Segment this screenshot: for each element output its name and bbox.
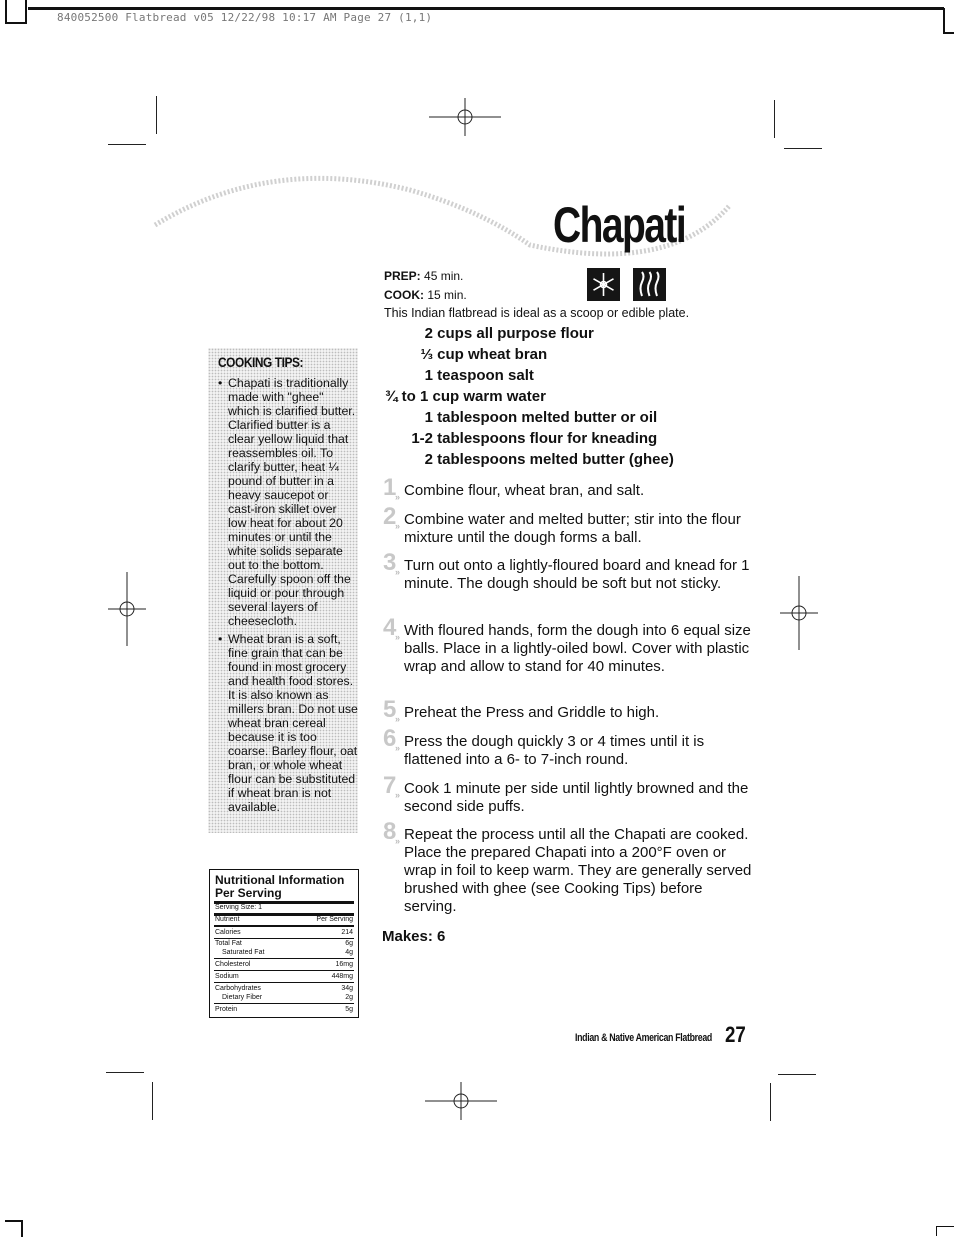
cook-label: COOK:	[384, 288, 424, 302]
cooking-tip	[218, 632, 358, 814]
step-item	[383, 614, 753, 676]
nutrition-row	[215, 940, 353, 948]
registration-mark-left	[108, 570, 148, 650]
nutrition-row	[215, 994, 353, 1002]
page-footer	[575, 1022, 746, 1047]
ingredient-item	[383, 451, 674, 468]
nutrient-value: 6g	[345, 940, 353, 947]
step-number: 5 »	[383, 701, 403, 719]
nutrition-facts-box	[209, 869, 359, 1018]
step-text: Preheat the Press and Griddle to high.	[404, 704, 660, 721]
step-item	[383, 818, 753, 916]
footer-book-title: Indian & Native American Flatbread	[575, 1032, 712, 1044]
step-number: 3 »	[383, 554, 403, 572]
cook-value: 15 min.	[427, 288, 467, 302]
cook-time	[384, 286, 467, 304]
nutrient-name: Saturated Fat	[222, 949, 265, 956]
step-number: 8 »	[383, 823, 403, 841]
ingredient-amount: ¾ to 1	[385, 388, 429, 405]
step-item	[383, 772, 753, 816]
ingredient-amount: 2	[424, 451, 433, 468]
nutrient-value: 16mg	[335, 961, 353, 968]
step-number: 2 »	[383, 508, 403, 526]
prep-value: 45 min.	[424, 269, 464, 283]
heat-waves-icon	[633, 268, 666, 301]
crop-corner-top-left	[5, 0, 27, 24]
step-item	[383, 474, 753, 501]
cooking-tip	[218, 376, 358, 628]
nutrition-divider	[214, 982, 354, 983]
ingredient-item	[383, 325, 594, 342]
nutrition-row	[215, 929, 353, 937]
ingredient-amount: ⅓	[420, 346, 433, 363]
ingredient-amount: 1-2	[411, 430, 433, 447]
crop-mark	[152, 1082, 153, 1120]
crop-mark	[774, 100, 775, 138]
ingredient-amount: 1	[424, 409, 433, 426]
nutrient-name: Cholesterol	[215, 961, 251, 968]
per-serving-col-label: Per Serving	[316, 916, 353, 923]
ingredient-item	[383, 409, 657, 426]
nutrition-title: Nutritional Information Per Serving	[215, 873, 345, 900]
ingredient-name: teaspoon salt	[437, 367, 534, 384]
crop-mark	[108, 144, 146, 145]
step-item	[383, 725, 753, 769]
cooking-tip-text: Wheat bran is a soft, fine grain that can be found in most grocery and health food stores. It is also known as millers bran. Do not use wheat bran cereal because it is too coarse. Barley flour, oat bran, or whole wheat flour can be substituted if wheat bran is not available.	[228, 632, 358, 814]
step-text: Repeat the process until all the Chapati are cooked. Place the prepared Chapati into a 200°F oven or wrap in foil to keep warm. They are generally served brushed with ghee (see Cooking Tips) before serving.	[404, 826, 752, 915]
nutrition-divider	[214, 958, 354, 959]
nutrient-value: 5g	[345, 1006, 353, 1013]
step-text: Combine water and melted butter; stir into the flour mixture until the dough forms a ball.	[404, 511, 741, 546]
step-text: With floured hands, form the dough into 6 equal size balls. Place in a lightly-oiled bowl. Cover with plastic wrap and allow to stand for 40 minutes.	[404, 622, 751, 675]
page-number: 27	[725, 1022, 746, 1047]
nutrient-value: 4g	[345, 949, 353, 956]
ingredient-name: tablespoons flour for kneading	[437, 430, 658, 447]
nutrient-name: Total Fat	[215, 940, 242, 947]
nutrition-row	[215, 973, 353, 981]
step-number: 6 »	[383, 730, 403, 748]
step-text: Cook 1 minute per side until lightly browned and the second side puffs.	[404, 780, 749, 815]
nutrient-value: 214	[341, 929, 353, 936]
step-number: 4 »	[383, 619, 403, 637]
step-text: Turn out onto a lightly-floured board and knead for 1 minute. The dough should be soft but not sticky.	[404, 557, 750, 592]
ingredient-name: tablespoons melted butter (ghee)	[437, 451, 674, 468]
crop-mark	[156, 96, 157, 134]
prep-time	[384, 267, 463, 285]
crop-mark	[778, 1074, 816, 1075]
nutrition-row	[215, 985, 353, 993]
nutrient-name: Dietary Fiber	[222, 994, 263, 1001]
nutrition-divider	[214, 970, 354, 971]
nutrition-row	[215, 949, 353, 957]
snowflake-icon	[587, 268, 620, 301]
nutrition-row	[215, 1006, 353, 1014]
cooking-tips-heading: COOKING TIPS:	[218, 354, 304, 370]
nutrition-divider	[214, 1003, 354, 1004]
nutrient-name: Sodium	[215, 973, 239, 980]
ingredient-item	[385, 388, 546, 405]
registration-mark-top	[425, 98, 505, 138]
bullet-icon: •	[218, 632, 223, 646]
nutrient-name: Carbohydrates	[215, 985, 261, 992]
serving-size-text: Serving Size: 1	[215, 904, 263, 911]
ingredient-item	[383, 346, 547, 363]
nutrient-value: 34g	[341, 985, 353, 992]
step-item	[383, 549, 753, 593]
ingredient-amount: 1	[424, 367, 433, 384]
step-number: 7 »	[383, 777, 403, 795]
print-slug: 840052500 Flatbread v05 12/22/98 10:17 AM Page 27 (1,1)	[57, 11, 433, 24]
nutrient-name: Protein	[215, 1006, 238, 1013]
nutrient-name: Calories	[215, 929, 241, 936]
nutrition-header-row	[215, 916, 353, 924]
nutrition-row	[215, 961, 353, 969]
step-text: Press the dough quickly 3 or 4 times until it is flattened into a 6- to 7-inch round.	[404, 733, 705, 768]
ingredient-name: cup warm water	[432, 388, 546, 405]
crop-corner-top-right	[943, 8, 954, 34]
ingredient-amount: 2	[424, 325, 433, 342]
cooking-tip-text: Chapati is traditionally made with "ghee" which is clarified butter. Clarified butter is a clear yellow liquid that reassembles oil. To clarify butter, heat ¼ pound of butter in a heavy saucepot or cast-iron skillet over low heat for about 20 minutes or until the white solids separate out to the bottom. Carefully spoon off the liquid or pour through several layers of cheesecloth.	[228, 376, 356, 628]
step-item	[383, 696, 753, 723]
recipe-intro: This Indian flatbread is ideal as a scoop or edible plate.	[384, 306, 690, 320]
nutrient-col-label: Nutrient	[215, 916, 240, 923]
ingredient-name: cup wheat bran	[437, 346, 548, 363]
nutrient-value: 2g	[345, 994, 353, 1001]
bullet-icon: •	[218, 376, 223, 390]
step-item	[383, 503, 753, 547]
step-text: Combine flour, wheat bran, and salt.	[404, 482, 645, 499]
crop-mark	[770, 1083, 771, 1121]
serving-size	[215, 904, 353, 912]
crop-corner-bottom-left	[5, 1220, 23, 1237]
ingredient-item	[383, 430, 657, 447]
crop-mark	[784, 148, 822, 149]
nutrition-rule	[214, 925, 354, 927]
ingredient-name: tablespoon melted butter or oil	[437, 409, 658, 426]
nutrient-value: 448mg	[331, 973, 353, 980]
recipe-title: Chapati	[553, 197, 686, 253]
registration-mark-right	[780, 574, 820, 654]
recipe-yield: Makes: 6	[382, 928, 446, 945]
nutrition-divider	[214, 938, 354, 939]
prep-label: PREP:	[384, 269, 421, 283]
registration-mark-bottom	[421, 1082, 501, 1122]
ingredient-name: cups all purpose flour	[437, 325, 594, 342]
ingredient-item	[383, 367, 534, 384]
crop-mark	[106, 1072, 144, 1073]
top-rule	[28, 7, 944, 10]
step-number: 1 »	[383, 479, 403, 497]
